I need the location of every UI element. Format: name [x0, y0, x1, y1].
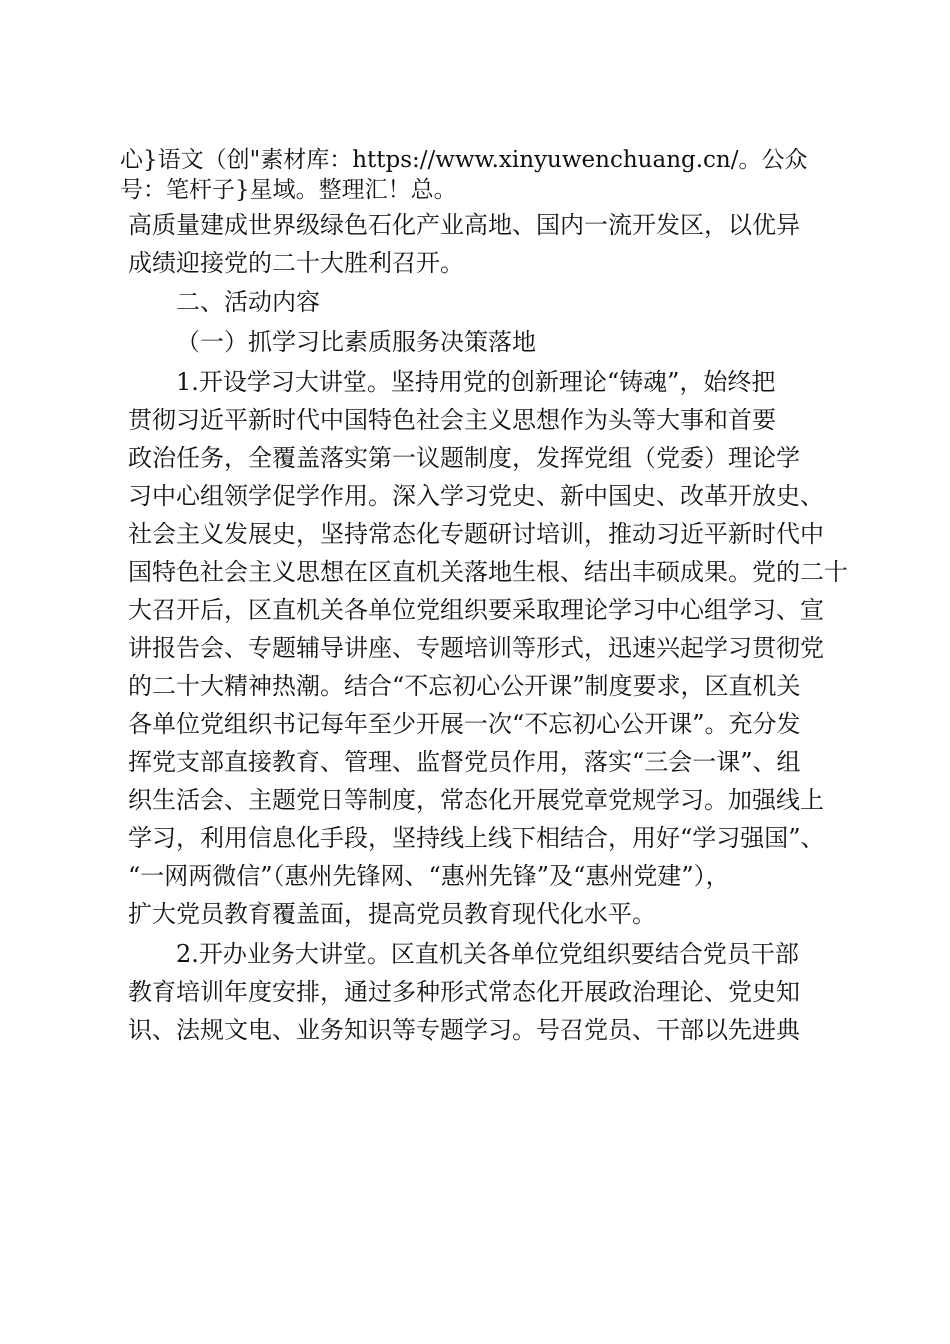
- intro-line-1: 高质量建成世界级绿色石化产业高地、国内一流开发区，以优异: [128, 211, 800, 239]
- paragraph-1-line-13: 学习，利用信息化手段，坚持线上线下相结合，用好“学习强国”、: [128, 824, 825, 852]
- paragraph-1-line-1: 1.开设学习大讲堂。坚持用党的创新理论“铸魂”，始终把: [176, 368, 776, 396]
- paragraph-1-line-2: 贯彻习近平新时代中国特色社会主义思想作为头等大事和首要: [128, 406, 776, 434]
- paragraph-1-line-7: 大召开后，区直机关各单位党组织要采取理论学习中心组学习、宣: [128, 596, 824, 624]
- paragraph-1-line-3: 政治任务，全覆盖落实第一议题制度，发挥党组（党委）理论学: [128, 444, 800, 472]
- paragraph-1-line-11: 挥党支部直接教育、管理、监督党员作用，落实“三会一课”、组: [128, 748, 801, 776]
- paragraph-1-line-10: 各单位党组织书记每年至少开展一次“不忘初心公开课”。充分发: [128, 710, 801, 738]
- paragraph-1-line-15: 扩大党员教育覆盖面，提高党员教育现代化水平。: [128, 900, 656, 928]
- section-title: 二、活动内容: [176, 288, 320, 316]
- subsection-title: （一）抓学习比素质服务决策落地: [176, 328, 536, 356]
- header-note-line-2: 号：笔杆子}星域。整理汇！总。: [120, 177, 457, 203]
- header-note-line-1: 心}语文（创"素材库：https://www.xinyuwenchuang.cn/。公众: [120, 147, 808, 173]
- paragraph-1-line-14: “一网两微信”（惠州先锋网、“惠州先锋”及“惠州党建”），: [128, 862, 730, 890]
- paragraph-1-line-12: 织生活会、主题党日等制度，常态化开展党章党规学习。加强线上: [128, 786, 824, 814]
- paragraph-2-line-3: 识、法规文电、业务知识等专题学习。号召党员、干部以先进典: [128, 1016, 800, 1044]
- paragraph-1-line-4: 习中心组领学促学作用。深入学习党史、新中国史、改革开放史、: [128, 482, 824, 510]
- paragraph-2-line-2: 教育培训年度安排，通过多种形式常态化开展政治理论、党史知: [128, 978, 800, 1006]
- paragraph-1-line-5: 社会主义发展史，坚持常态化专题研讨培训，推动习近平新时代中: [128, 520, 824, 548]
- paragraph-1-line-6: 国特色社会主义思想在区直机关落地生根、结出丰硕成果。党的二十: [128, 558, 848, 586]
- paragraph-2-line-1: 2.开办业务大讲堂。区直机关各单位党组织要结合党员干部: [176, 940, 799, 968]
- paragraph-1-line-8: 讲报告会、专题辅导讲座、专题培训等形式，迅速兴起学习贯彻党: [128, 634, 824, 662]
- paragraph-1-line-9: 的二十大精神热潮。结合“不忘初心公开课”制度要求，区直机关: [128, 672, 801, 700]
- intro-line-2: 成绩迎接党的二十大胜利召开。: [128, 249, 464, 277]
